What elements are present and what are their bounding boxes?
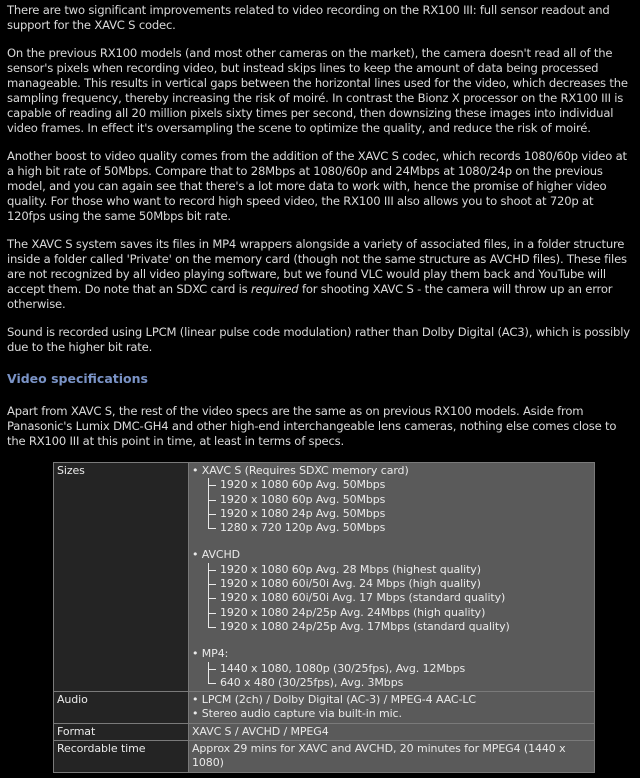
recordable-time-label: Recordable time [54,741,189,773]
xavc-paragraph: Another boost to video quality comes from the addition of the XAVC S codec, which records 1080/60p video at a high bit rate of 50Mbps. Compare that to 28Mbps at 1080/60p and 24Mbps at 1080/24p on the previous model, and you can again see that there's a lot more data to work with, hence the promise of higher video quality. For those who want to record high speed video, the RX100 III also allows you to shoot at 720p at 120fps using the same 50Mbps bit rate. [7,149,627,223]
sizes-value [189,463,595,692]
table-row [54,741,595,773]
sizes-label: Sizes [54,463,189,692]
size-group [192,647,591,690]
audio-line: • Stereo audio capture via built-in mic. [192,707,402,721]
section-heading: Video specifications [7,371,148,386]
size-item: 640 x 480 (30/25fps), Avg. 3Mbps [206,676,591,690]
size-item: 1920 x 1080 24p Avg. 50Mbps [206,507,591,521]
table-row [54,692,595,724]
size-item: 1920 x 1080 60i/50i Avg. 17 Mbps (standard quality) [206,591,591,605]
size-item: 1440 x 1080, 1080p (30/25fps), Avg. 12Mbps [206,662,591,676]
format-label: Format [54,723,189,740]
intro-paragraph: There are two significant improvements related to video recording on the RX100 III: full sensor readout and support for the XAVC S codec. [7,3,610,32]
files-text-b: for shooting XAVC S - the camera will throw up an error otherwise. [7,282,613,311]
size-item: 1920 x 1080 24p/25p Avg. 24Mbps (high quality) [206,606,591,620]
files-emphasis: required [250,282,299,296]
size-item: 1920 x 1080 60p Avg. 50Mbps [206,478,591,492]
files-text-a: The XAVC S system saves its files in MP4 wrappers alongside a variety of associated files, in a folder structure inside a folder called 'Private' on the memory card (though not the same structure as AVCHD files). These files are not recognized by all video playing software, but we found VLC would play them back and YouTube will accept them. Do note that an SDXC card is [7,237,627,296]
audio-value [189,692,595,724]
size-group [192,548,591,634]
group-title: • XAVC S (Requires SDXC memory card) [192,464,409,477]
size-group [192,464,591,535]
size-item: 1920 x 1080 60p Avg. 28 Mbps (highest quality) [206,563,591,577]
audio-label: Audio [54,692,189,724]
table-row [54,463,595,692]
group-title: • AVCHD [192,548,241,562]
format-value: XAVC S / AVCHD / MPEG4 [189,723,595,740]
size-item: 1920 x 1080 60i/50i Avg. 24 Mbps (high quality) [206,577,591,591]
readout-paragraph: On the previous RX100 models (and most other cameras on the market), the camera doesn't read all of the sensor's pixels when recording video, but instead skips lines to keep the amount of data being processed manageable. This results in vertical gaps between the horizontal lines used for the video, which decreases the sampling frequency, thereby increasing the risk of moiré. In contrast the Bionz X processor on the RX100 III is capable of reading all 20 million pixels sixty times per second, then downsizing these images into individual video frames. In effect it's oversampling the scene to optimize the quality, and reduce the risk of moiré. [7,46,628,135]
audio-line: • LPCM (2ch) / Dolby Digital (AC-3) / MPEG-4 AAC-LC [192,693,476,707]
size-item: 1280 x 720 120p Avg. 50Mbps [206,521,591,535]
group-title: • MP4: [192,647,229,661]
video-spec-table [53,462,595,773]
recordable-time-value: Approx 29 mins for XAVC and AVCHD, 20 minutes for MPEG4 (1440 x 1080) [189,741,595,773]
size-item: 1920 x 1080 24p/25p Avg. 17Mbps (standard quality) [206,620,591,634]
sound-paragraph: Sound is recorded using LPCM (linear pulse code modulation) rather than Dolby Digital (AC3), which is possibly due to the higher bit rate. [7,325,630,354]
table-row [54,723,595,740]
specs-paragraph: Apart from XAVC S, the rest of the video specs are the same as on previous RX100 models. Aside from Panasonic's Lumix DMC-GH4 and other high-end interchangeable lens cameras, nothing else comes close to the RX100 III at this point in time, at least in terms of specs. [7,404,617,448]
files-paragraph [7,237,632,312]
size-item: 1920 x 1080 60p Avg. 50Mbps [206,493,591,507]
